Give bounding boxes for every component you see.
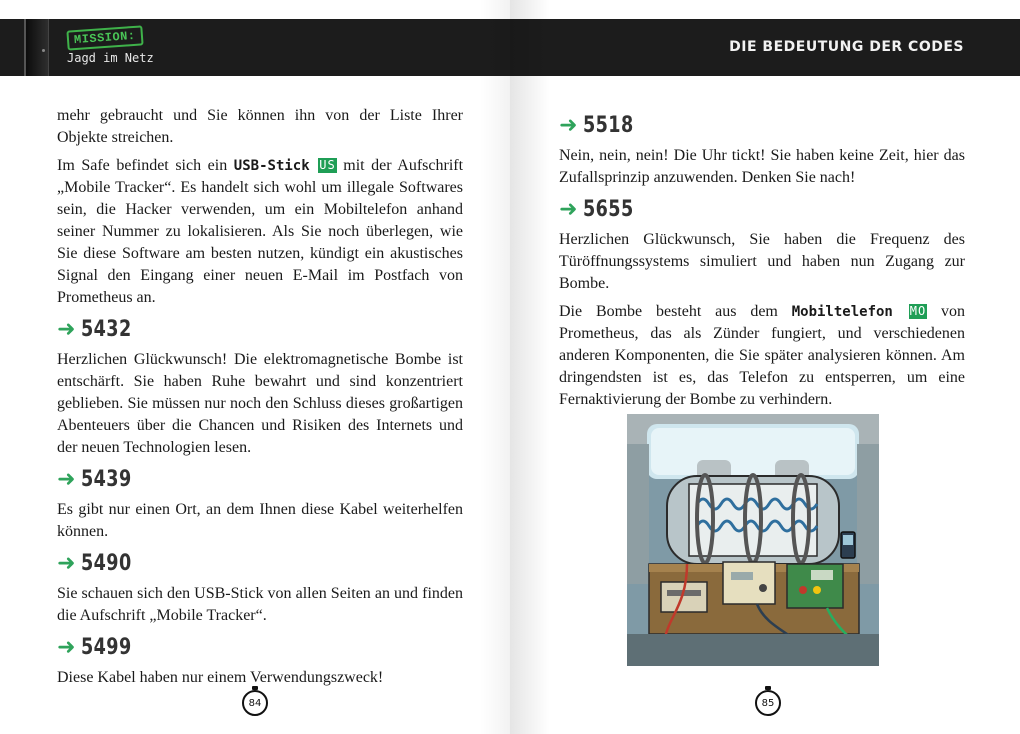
code-number: 5432 <box>81 317 133 342</box>
right-text-column <box>559 113 965 417</box>
left-text-column <box>57 105 463 695</box>
code-text: Sie schauen sich den USB-Stick von allen Seiten an und finden die Aufschrift „Mobile Tracker“. <box>57 585 463 624</box>
code-text: Herzlichen Glückwunsch! Die elektromagnetische Bombe ist entschärft. Sie haben Ruhe bewahrt und sind konzentriert geblieben. Sie müssen nur noch den Schluss dieses großartigen Abenteuers über die Chancen und Risiken des Internets und der neuen Technologien lesen. <box>57 351 463 456</box>
mission-label: MISSION: <box>66 25 143 50</box>
code-heading <box>57 635 463 661</box>
arrow-right-icon: ➜ <box>57 467 76 492</box>
bomb-paragraph <box>559 301 965 411</box>
intro-p2-before: Im Safe befindet sich ein <box>57 157 228 174</box>
right-page <box>510 0 1020 734</box>
bomb-p-before: Die Bombe besteht aus dem <box>559 303 778 320</box>
door-icon <box>24 19 49 76</box>
code-heading <box>57 551 463 577</box>
arrow-right-icon: ➜ <box>559 197 578 222</box>
section-title: DIE BEDEUTUNG DER CODES <box>729 39 964 55</box>
arrow-right-icon: ➜ <box>57 635 76 660</box>
code-heading <box>559 197 965 223</box>
left-header-bar <box>0 19 510 76</box>
code-number: 5655 <box>583 197 635 222</box>
code-heading <box>559 113 965 139</box>
intro-p2-after: mit der Aufschrift „Mobile Tracker“. Es handelt sich wohl um illegale Softwares sein, die Hacker verwenden, um ein Mobiltelefon anhand seiner Nummer zu lokalisieren. Als Sie noch überlegen, wie Sie diese Software am besten nutzen, kündigt ein akustisches Signal den Eingang einer neuen E-Mail im Postfach von Prometheus an. <box>57 157 464 306</box>
intro-paragraph-2 <box>57 155 463 309</box>
object-mobiltelefon: Mobiltelefon <box>791 304 893 320</box>
bomb-p-after: von Prometheus, das als Zünder fungiert, und verschiedenen anderen Komponenten, die Sie später analysieren können. Am dringendsten ist es, das Telefon zu entsperren, um eine Fernaktivierung der Bombe zu verhindern. <box>559 303 966 408</box>
object-usb-stick: USB-Stick <box>233 158 310 174</box>
code-heading <box>57 467 463 493</box>
code-text: Diese Kabel haben nur einem Verwendungszweck! <box>57 669 384 686</box>
intro-paragraph-1: mehr gebraucht und Sie können ihn von der Liste Ihrer Objekte streichen. <box>57 107 463 146</box>
code-number: 5499 <box>81 635 133 660</box>
right-header-bar <box>510 19 1020 76</box>
bomb-illustration-art <box>627 414 879 666</box>
code-number: 5518 <box>583 113 635 138</box>
object-tag-mo: MO <box>909 304 927 318</box>
arrow-right-icon: ➜ <box>559 113 578 138</box>
code-heading <box>57 317 463 343</box>
code-number: 5439 <box>81 467 133 492</box>
page-number-right: 85 <box>755 690 781 716</box>
mission-title: Jagd im Netz <box>67 51 154 65</box>
code-text: Es gibt nur einen Ort, an dem Ihnen diese Kabel weiterhelfen können. <box>57 501 463 540</box>
code-text: Nein, nein, nein! Die Uhr tickt! Sie haben keine Zeit, hier das Zufallsprinzip anzuwenden. Denken Sie nach! <box>559 147 965 186</box>
bomb-illustration <box>627 414 879 666</box>
page-number-left: 84 <box>242 690 268 716</box>
code-text: Herzlichen Glückwunsch, Sie haben die Frequenz des Türöffnungssystems simuliert und haben nun Zugang zur Bombe. <box>559 231 965 292</box>
arrow-right-icon: ➜ <box>57 317 76 342</box>
code-number: 5490 <box>81 551 133 576</box>
object-tag-us: US <box>319 158 336 172</box>
arrow-right-icon: ➜ <box>57 551 76 576</box>
